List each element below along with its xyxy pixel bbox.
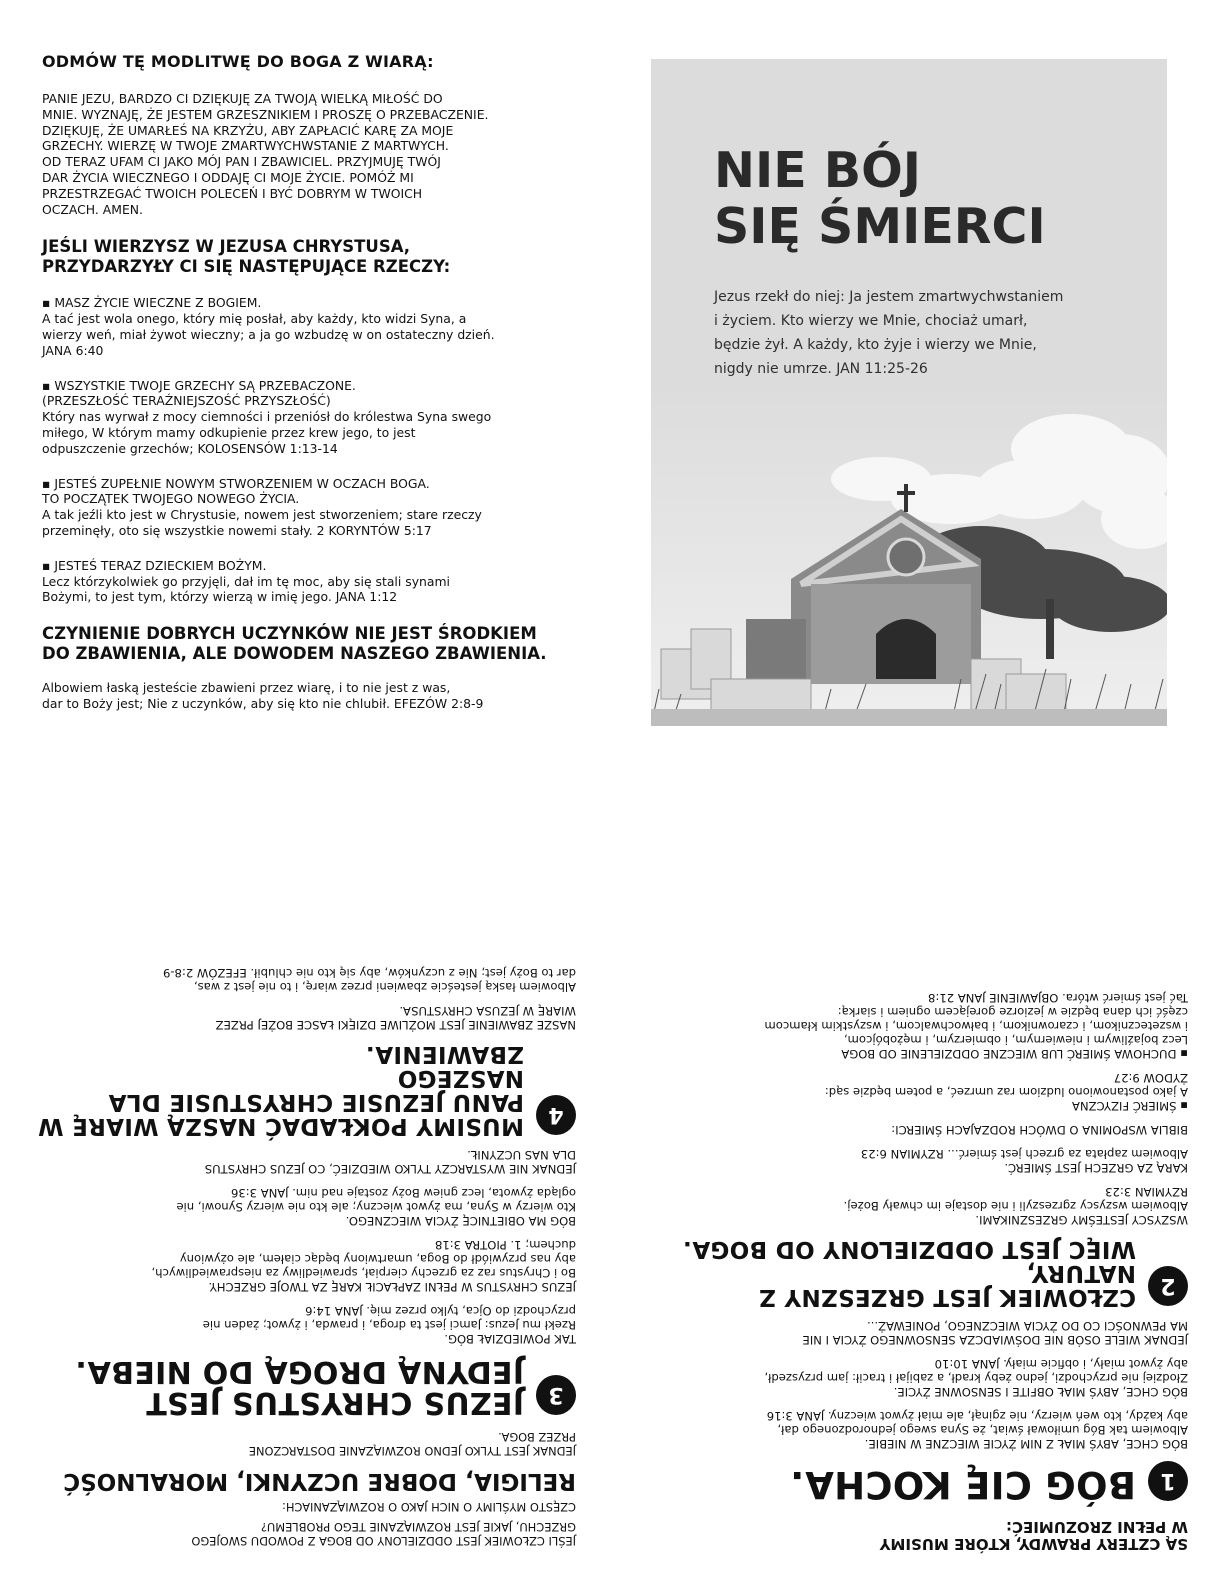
benefit-item: ▪ JESTEŚ TERAZ DZIECKIEM BOŻYM. Lecz którzykolwiek go przyjęli, dał im tę moc, aby się stali synami Bożymi, to jest tym, którzy wierzą w imię jego. JANA 1:12 xyxy=(42,557,450,605)
solution-question-2: CZĘSTO MYŚLIMY O NICH JAKO O ROZWIĄZANIACH: xyxy=(282,1500,576,1514)
step-1-title: BÓG CIĘ KOCHA. xyxy=(789,1463,1136,1506)
step-number-1: 1 xyxy=(1148,1461,1188,1501)
step-3-title: JEZUS CHRYSTUS JEST JEDYNĄ DROGĄ DO NIEBA. xyxy=(75,1354,524,1420)
step-3 xyxy=(36,1356,576,1418)
step-number-3: 3 xyxy=(536,1375,576,1415)
step-4-paragraph: NASZE ZBAWIENIE JEST MOŻLIWE DZIĘKI ŁASCE BOŻEJ PRZEZ WIARĘ W JEZUSA CHRYSTUSA. xyxy=(215,1004,576,1032)
step-4-title: MUSIMY POKŁADAĆ NASZĄ WIARĘ W PANU JEZUSIE CHRYSTUSIE DLA NASZEGO ZBAWIENIA. xyxy=(37,1041,524,1139)
step-1-paragraph: BÓG CHCE, ABYŚ MIAŁ Z NIM ŻYCIE WIECZNE W NIEBIE. Albowiem tak Bóg umiłował świat, że Syna swego jednorodzonego dał, aby każdy, kto weń wierzy, nie zginął, ale miał żywot wieczny. JANA 3:16 xyxy=(766,1409,1188,1451)
benefits-heading: JEŚLI WIERZYSZ W JEZUSA CHRYSTUSA, PRZYDARZYŁY CI SIĘ NASTĘPUJĄCE RZECZY: xyxy=(42,237,451,277)
benefit-item: ▪ MASZ ŻYCIE WIECZNE Z BOGIEM. A tać jest wola onego, który mię posłał, aby każdy, kto widzi Syna, a wierzy weń, miał żywot wieczny; a ja go wzbudzę w on ostateczny dzień. JANA 6:40 xyxy=(42,295,495,358)
panel-left-upside-down xyxy=(36,788,576,1548)
religion-heading: RELIGIA, DOBRE UCZYNKI, MORALNOŚĆ xyxy=(63,1468,576,1494)
cemetery-chapel-photo xyxy=(651,379,1167,726)
solution-question: JEŚLI CZŁOWIEK JEST ODDZIELONY OD BOGA Z POWODU SWOJEGO GRZECHU, JAKIE JEST ROZWIĄZANIE TEGO PROBLEMU? xyxy=(191,1520,576,1548)
benefit-item: ▪ JESTEŚ ZUPEŁNIE NOWYM STWORZENIEM W OCZACH BOGA. TO POCZĄTEK TWOJEGO NOWEGO ŻYCIA. A tak jeźli kto jest w Chrystusie, nowem jest stworzeniem; stare rzeczy przeminęły, oto się wszystkie nowemi stały. 2 KORYNTÓW 5:17 xyxy=(42,475,482,538)
step-1-paragraph: JEDNAK WIELE OSÓB NIE DOŚWIADCZA SENSOWNEGO ŻYCIA I NIE MA PEWNOŚCI CO DO ŻYCIA WIECZNEGO, PONIEWAŻ... xyxy=(802,1319,1188,1347)
prayer-panel xyxy=(42,52,602,712)
cover-title: NIE BÓJ SIĘ ŚMIERCI xyxy=(714,142,1046,255)
step-2-paragraph: ▪ DUCHOWA ŚMIERĆ LUB WIECZNE ODDZIELENIE OD BOGA Lecz bojaźliwym i niewiernym, i obmierzym, i mężobójcom, i wszetecznikom, i czarownikom, i bałwochwalcom, i wszystkim kłamcom część ich dana będzie w jeziorze gorejącem ogniem i siarką: Tać jest śmierć wtóra. OBJAWIENIE JANA 21:8 xyxy=(764,991,1188,1061)
step-2-title: CZŁOWIEK JEST GRZESZNY Z NATURY, WIĘC JEST ODDZIELONY OD BOGA. xyxy=(682,1236,1136,1310)
step-3-paragraph: JEZUS CHRYSTUS W PEŁNI ZAPŁACIŁ KARĘ ZA TWOJE GRZECHY. Bo i Chrystus raz za grzechy cierpiał, sprawiedliwy za niesprawiedliwych, aby nas przywiódł do Boga, umartwiony będąc ciałem, ale ożywiony duchem; 1. PIOTRA 3:18 xyxy=(151,1238,576,1294)
step-4 xyxy=(36,1042,576,1138)
four-truths-intro: SĄ CZTERY PRAWDY, KTÓRE MUSIMY W PEŁNI ZROZUMIEĆ: xyxy=(879,1518,1188,1553)
step-3-paragraph: BÓG MA OBIETNICĘ ŻYCIA WIECZNEGO. Kto wierzy w Syna, ma żywot wieczny; ale kto nie wierzy Synowi, nie ogląda żywota, lecz gniew Boży zostaje nad nim. JANA 3:36 xyxy=(176,1186,576,1228)
step-number-2: 2 xyxy=(1148,1266,1188,1306)
step-1 xyxy=(648,1461,1188,1504)
step-2-paragraph: WSZYSCY JESTEŚMY GRZESZNIKAMI. Albowiem wszyscy zgrzeszyli i nie dostaje im chwały Bożej. RZYMIAN 3:23 xyxy=(843,1185,1188,1227)
step-3-paragraph: TAK POWIEDZIAŁ BÓG. Rzekł mu Jezus: Jamci jest ta droga, i prawda, i żywot; żaden nie przychodzi do Ojca, tylko przez mię. JANA 14:6 xyxy=(202,1304,576,1346)
prayer-heading: ODMÓW TĘ MODLITWĘ DO BOGA Z WIARĄ: xyxy=(42,52,434,71)
works-heading: CZYNIENIE DOBRYCH UCZYNKÓW NIE JEST ŚRODKIEM DO ZBAWIENIA, ALE DOWODEM NASZEGO ZBAWIENIA. xyxy=(42,624,547,664)
cover-verse: Jezus rzekł do niej: Ja jestem zmartwychwstaniem i życiem. Kto wierzy we Mnie, chociaż umarł, będzie żył. A każdy, kto żyje i wierzy we Mnie, nigdy nie umrze. JAN 11:25-26 xyxy=(714,289,1064,377)
prayer-text: PANIE JEZU, BARDZO CI DZIĘKUJĘ ZA TWOJĄ WIELKĄ MIŁOŚĆ DO MNIE. WYZNAJĘ, ŻE JESTEM GRZESZNIKIEM I PROSZĘ O PRZEBACZENIE. DZIĘKUJĘ, ŻE UMARŁEŚ NA KRZYŻU, ABY ZAPŁACIĆ KARĘ ZA MOJE GRZECHY. WIERZĘ W TWOJE ZMARTWYCHWSTANIE Z MARTWYCH. OD TERAZ UFAM CI JAKO MÓJ PAN I ZBAWICIEL. PRZYJMUJĘ TWÓJ DAR ŻYCIA WIECZNEGO I ODDAJĘ CI MOJE ŻYCIE. POMÓŻ MI PRZESTRZEGAĆ TWOICH POLECEŃ I BYĆ DOBRYM W TWOICH OCZACH. AMEN. xyxy=(42,91,489,217)
panel-right-upside-down xyxy=(648,800,1188,1552)
benefit-item: ▪ WSZYSTKIE TWOJE GRZECHY SĄ PRZEBACZONE. (PRZESZŁOŚĆ TERAŹNIEJSZOŚĆ PRZYSZŁOŚĆ) Który nas wyrwał z mocy ciemności i przeniósł do królestwa Syna swego miłego, W którym mamy odkupienie przez krew jego, to jest odpuszczenie grzechów; KOLOSENSÓW 1:13-14 xyxy=(42,377,492,456)
step-1-paragraph: BÓG CHCE, ABYŚ MIAŁ OBFITE I SENSOWNE ŻYCIE. Złodziej nie przychodzi, jedno żeby kradł, a zabijał i tracił: jam przyszedł, aby żywot miały, i obficie miały. JANA 10:10 xyxy=(764,1357,1188,1399)
step-2-paragraph: BIBLIA WSPOMINA O DWÓCH RODZAJACH ŚMIERCI: xyxy=(891,1123,1188,1137)
step-3-paragraph: JEDNAK NIE WYSTARCZY TYLKO WIEDZIEĆ, CO JEZUS CHRYSTUS DLA NAS UCZYNIŁ. xyxy=(204,1148,576,1176)
step-number-4: 4 xyxy=(536,1095,576,1135)
step-2-paragraph: ▪ ŚMIERĆ FIZYCZNA A jako postanowiono ludziom raz umrzeć, a potem będzie sąd: ŻYDOW 9:27 xyxy=(824,1071,1188,1113)
cover-panel xyxy=(651,59,1167,726)
step-4-verse: Albowiem łaską jesteście zbawieni przez wiarę, i to nie jest z was, dar to Boży jest; Nie z uczynków, aby się kto nie chlubił. EFEZÓW 2:8-9 xyxy=(162,966,576,994)
step-2 xyxy=(648,1237,1188,1309)
works-verse: Albowiem łaską jesteście zbawieni przez wiarę, i to nie jest z was, dar to Boży jest; Nie z uczynków, aby się kto nie chlubił. EFEZÓW 2:8-9 xyxy=(42,680,484,711)
solution-note: JEDNAK JEST TYLKO JEDNO ROZWIĄZANIE DOSTARCZONE PRZEZ BOGA. xyxy=(248,1430,576,1458)
step-2-paragraph: KARĄ ZA GRZECH JEST ŚMIERĆ. Albowiem zapłata za grzech jest śmierć... RZYMIAN 6:23 xyxy=(860,1147,1188,1175)
